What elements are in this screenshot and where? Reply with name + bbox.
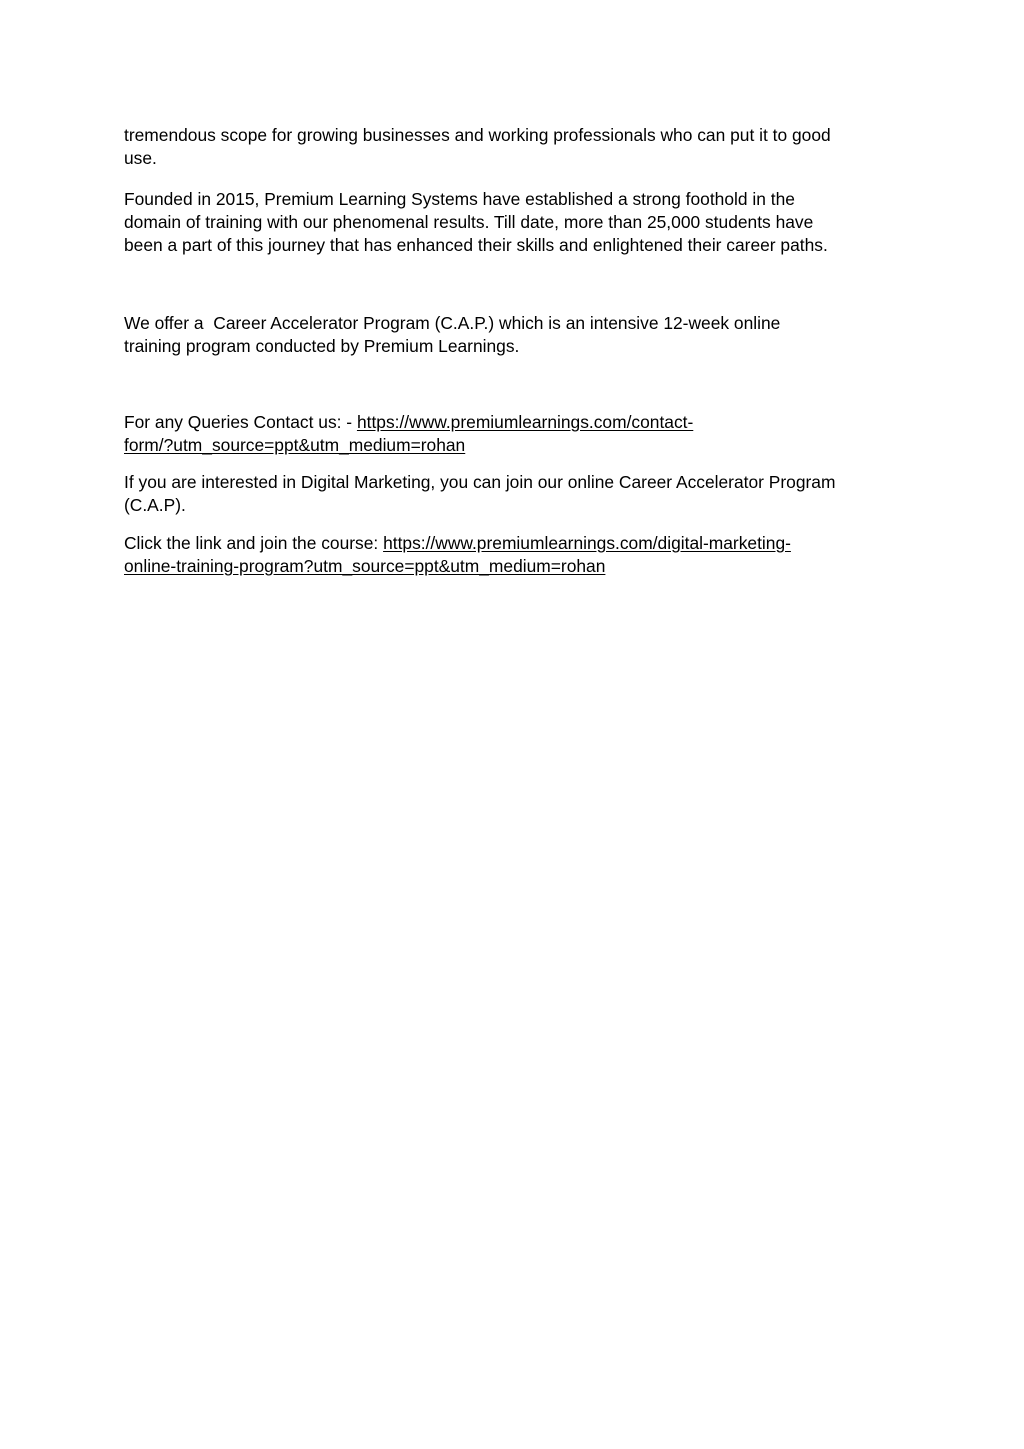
paragraph-course-link [124, 532, 791, 578]
text-line: tremendous scope for growing businesses and working professionals who can put it to good [124, 125, 831, 145]
text-line: training program conducted by Premium Learnings. [124, 336, 520, 356]
text-line: domain of training with our phenomenal results. Till date, more than 25,000 students have [124, 212, 814, 232]
text-line [124, 555, 791, 578]
text-line: If you are interested in Digital Marketing, you can join our online Career Accelerator Program [124, 472, 836, 492]
paragraph-founded [124, 188, 828, 257]
paragraph-digital-marketing [124, 471, 835, 517]
text-line: We offer a Career Accelerator Program (C.A.P.) which is an intensive 12-week online [124, 313, 781, 333]
course-link[interactable]: https://www.premiumlearnings.com/digital-marketing- [383, 533, 791, 553]
contact-form-link-continued[interactable]: form/?utm_source=ppt&utm_medium=rohan [124, 435, 466, 455]
contact-prefix-text: For any Queries Contact us: - [124, 412, 357, 432]
text-line: (C.A.P). [124, 495, 186, 515]
text-line [124, 434, 693, 457]
paragraph-contact [124, 411, 693, 457]
text-line: been a part of this journey that has enhanced their skills and enlightened their career paths. [124, 235, 828, 255]
text-line [124, 532, 791, 555]
text-line [124, 411, 693, 434]
text-line: use. [124, 148, 157, 168]
course-link-continued[interactable]: online-training-program?utm_source=ppt&utm_medium=rohan [124, 556, 606, 576]
paragraph-intro-continued [124, 124, 831, 170]
contact-form-link[interactable]: https://www.premiumlearnings.com/contact- [356, 412, 694, 432]
course-prefix-text: Click the link and join the course: [124, 533, 384, 553]
text-line: Founded in 2015, Premium Learning Systems have established a strong foothold in the [124, 189, 795, 209]
paragraph-cap-offer [124, 312, 780, 358]
